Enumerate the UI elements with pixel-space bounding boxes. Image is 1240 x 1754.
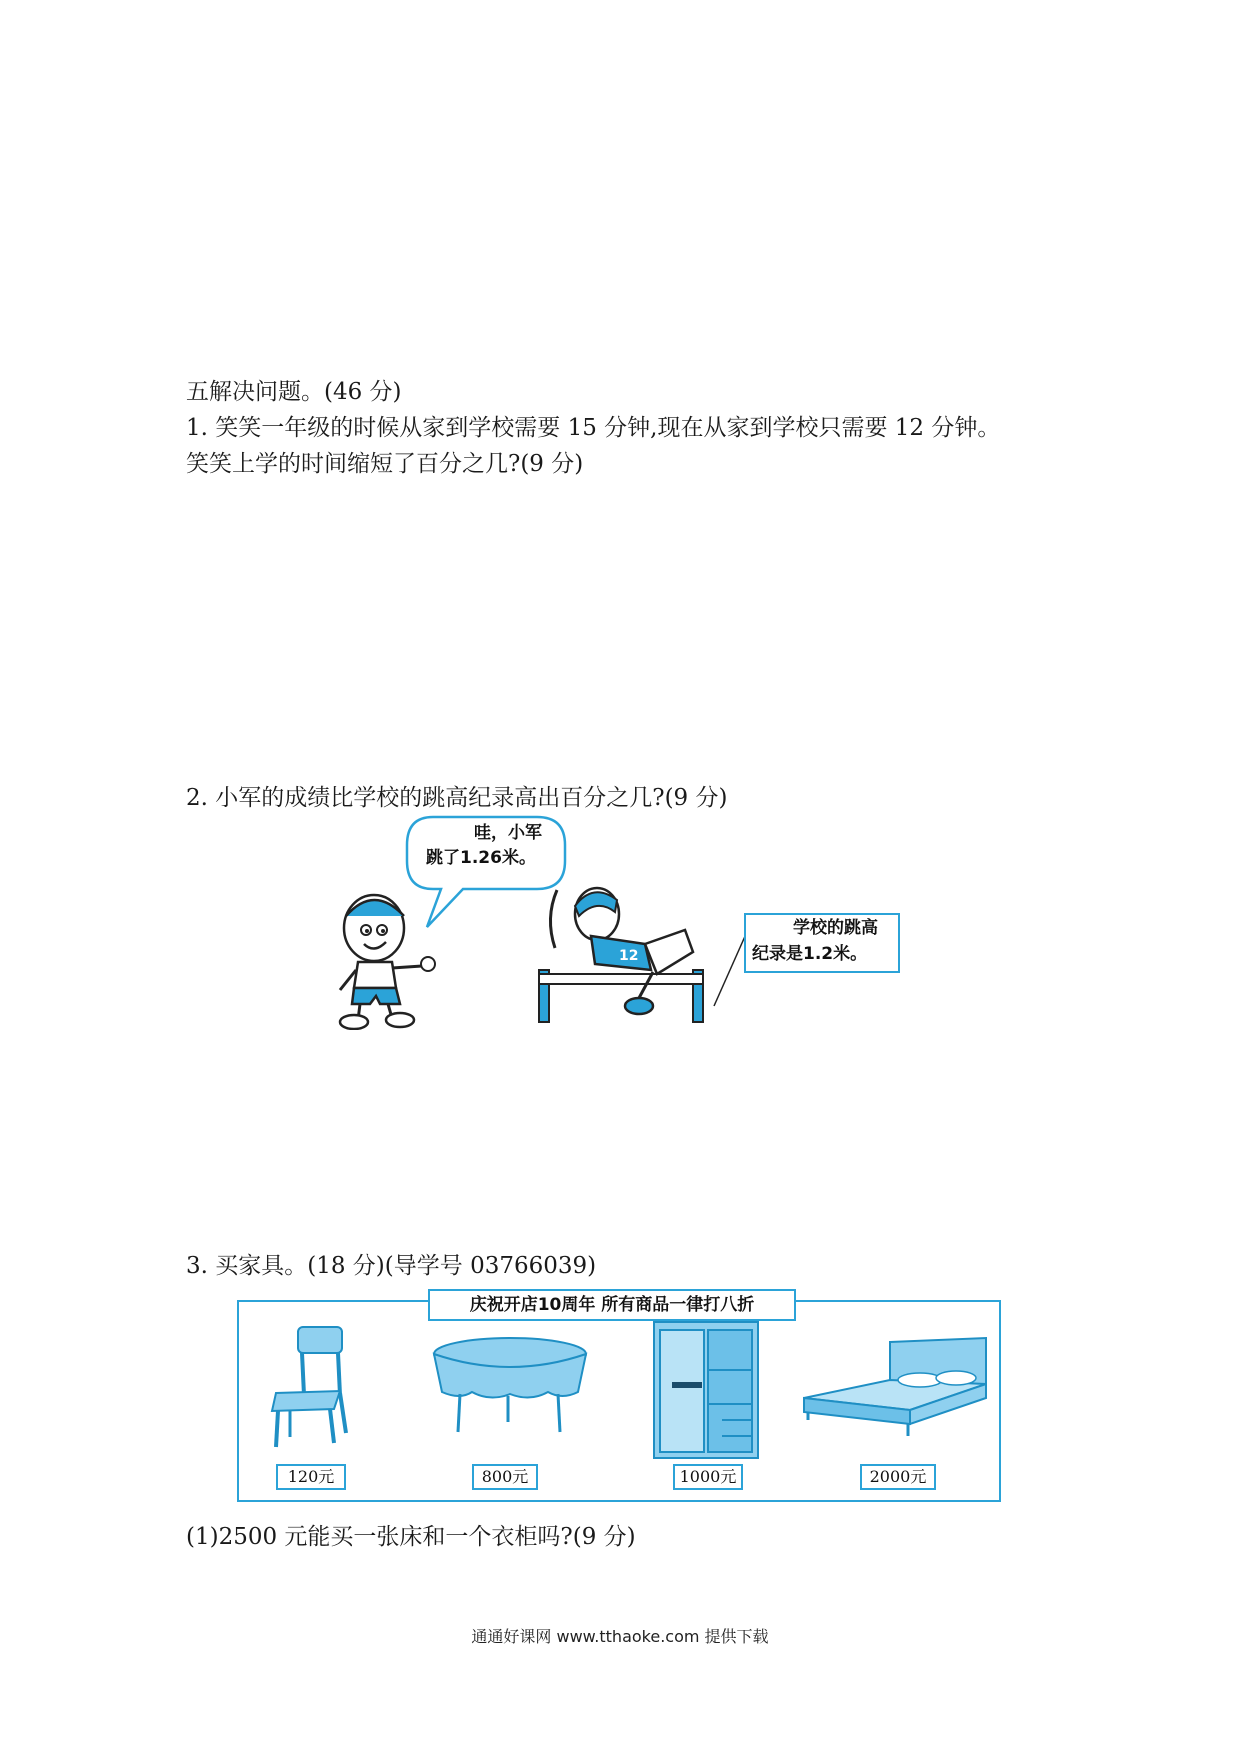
jersey-number: 12 xyxy=(619,948,639,964)
q1-line2: 笑笑上学的时间缩短了百分之几?(9 分) xyxy=(186,451,584,477)
price-table: 800元 xyxy=(472,1464,538,1490)
q3-text: 3. 买家具。(18 分)(导学号 03766039) xyxy=(186,1253,597,1279)
bubble-line2: 跳了1.26米。 xyxy=(426,848,536,868)
table-illustration xyxy=(430,1336,590,1436)
chair-illustration xyxy=(268,1325,358,1451)
record-line2: 纪录是1.2米。 xyxy=(752,944,868,964)
q3-sub1: (1)2500 元能买一张床和一个衣柜吗?(9 分) xyxy=(186,1524,636,1550)
q1-line1: 1. 笑笑一年级的时候从家到学校需要 15 分钟,现在从家到学校只需要 12 分钟。 xyxy=(186,415,1001,441)
price-chair: 120元 xyxy=(276,1464,346,1490)
price-bed: 2000元 xyxy=(860,1464,936,1490)
bed-illustration xyxy=(800,1336,992,1446)
bubble-line1: 哇，小军 xyxy=(474,823,542,843)
high-jumper-illustration xyxy=(535,878,710,1028)
wardrobe-illustration xyxy=(652,1320,762,1462)
footer-text: 通通好课网 www.tthaoke.com 提供下载 xyxy=(471,1627,769,1646)
price-wardrobe: 1000元 xyxy=(673,1464,743,1490)
sale-banner: 庆祝开店10周年 所有商品一律打八折 xyxy=(428,1289,796,1321)
section-title: 五解决问题。(46 分) xyxy=(186,379,402,405)
q2-text: 2. 小军的成绩比学校的跳高纪录高出百分之几?(9 分) xyxy=(186,785,728,811)
boy-cheering-illustration xyxy=(330,880,460,1030)
record-line1: 学校的跳高 xyxy=(793,918,878,938)
